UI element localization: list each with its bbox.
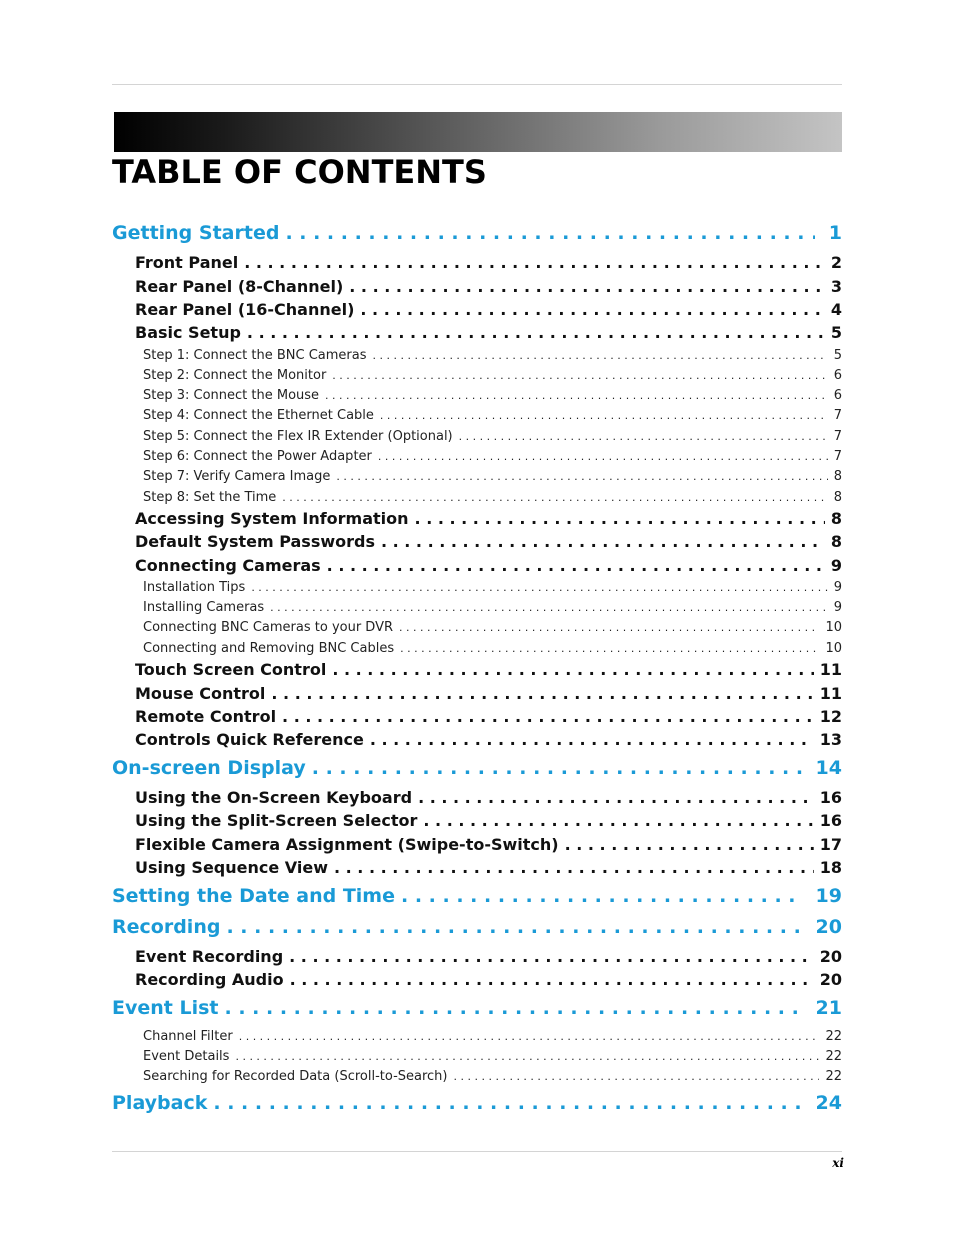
toc-entry-page: 7 <box>833 429 842 444</box>
toc-entry-page: 10 <box>825 641 842 656</box>
toc-entry-title: Playback <box>112 1092 208 1114</box>
toc-entry-page: 22 <box>825 1049 842 1064</box>
toc-entry[interactable] <box>135 300 842 322</box>
toc-entry[interactable] <box>143 449 842 467</box>
toc-entry-title: Controls Quick Reference <box>135 730 364 749</box>
toc-entry-title: Event Details <box>143 1049 230 1064</box>
page-number: xi <box>832 1156 844 1170</box>
dot-leader <box>381 532 825 551</box>
toc-entry-page: 11 <box>819 684 842 703</box>
toc-entry-page: 12 <box>819 707 842 726</box>
toc-entry-page: 8 <box>833 490 842 505</box>
toc-entry-title: Default System Passwords <box>135 532 375 551</box>
dot-leader <box>271 684 813 703</box>
toc-entry-page: 22 <box>825 1069 842 1084</box>
bottom-rule <box>112 1151 842 1152</box>
toc-entry[interactable] <box>135 730 842 752</box>
toc-entry[interactable] <box>135 835 842 857</box>
toc-entry[interactable] <box>112 916 842 942</box>
toc-entry[interactable] <box>112 1092 842 1118</box>
toc-entry-title: Using Sequence View <box>135 858 328 877</box>
toc-entry[interactable] <box>112 222 842 248</box>
toc-entry[interactable] <box>143 408 842 426</box>
toc-entry[interactable] <box>143 620 842 638</box>
toc-entry-title: Connecting and Removing BNC Cables <box>143 641 395 656</box>
dot-leader <box>378 450 828 463</box>
toc-entry[interactable] <box>135 788 842 810</box>
toc-entry-title: Connecting Cameras <box>135 556 321 575</box>
dot-leader <box>399 621 819 634</box>
toc-entry-page: 24 <box>815 1092 842 1114</box>
toc-entry[interactable] <box>135 509 842 531</box>
dot-leader <box>247 323 825 342</box>
toc-entry-title: Searching for Recorded Data (Scroll-to-Search) <box>143 1069 448 1084</box>
toc-entry-page: 9 <box>833 580 842 595</box>
toc-entry-page: 17 <box>819 835 842 854</box>
dot-leader <box>225 997 802 1019</box>
toc-entry[interactable] <box>143 580 842 598</box>
toc-entry[interactable] <box>135 707 842 729</box>
dot-leader <box>459 430 828 443</box>
toc-entry-title: Setting the Date and Time <box>112 885 395 907</box>
toc-entry-page: 20 <box>819 947 842 966</box>
dot-leader <box>213 1092 801 1114</box>
toc-entry-title: Channel Filter <box>143 1029 233 1044</box>
dot-leader <box>423 811 813 830</box>
dot-leader <box>336 470 827 483</box>
dot-leader <box>401 885 802 907</box>
toc-entry[interactable] <box>135 323 842 345</box>
dot-leader <box>325 389 828 402</box>
toc-entry-title: Accessing System Information <box>135 509 409 528</box>
toc-entry-page: 20 <box>815 916 842 938</box>
dot-leader <box>418 788 814 807</box>
page-title: TABLE OF CONTENTS <box>112 153 487 191</box>
toc-entry[interactable] <box>135 277 842 299</box>
dot-leader <box>270 601 828 614</box>
toc-entry-title: Recording Audio <box>135 970 284 989</box>
toc-entry-title: Installing Cameras <box>143 600 265 615</box>
toc-entry[interactable] <box>135 556 842 578</box>
toc-entry-page: 18 <box>819 858 842 877</box>
toc-entry-page: 10 <box>825 620 842 635</box>
toc-entry[interactable] <box>135 253 842 275</box>
toc-entry-title: Remote Control <box>135 707 277 726</box>
dot-leader <box>415 509 825 528</box>
toc-entry-title: Rear Panel (16-Channel) <box>135 300 355 319</box>
toc-entry[interactable] <box>143 1069 842 1087</box>
toc-entry-title: Getting Started <box>112 222 280 244</box>
toc-entry-title: Step 1: Connect the BNC Cameras <box>143 348 367 363</box>
toc-entry-title: Touch Screen Control <box>135 660 327 679</box>
toc-entry[interactable] <box>143 1029 842 1047</box>
toc-entry-title: Recording <box>112 916 221 938</box>
toc-entry-page: 11 <box>819 660 842 679</box>
toc-entry-page: 3 <box>830 277 842 296</box>
toc-entry-page: 7 <box>833 408 842 423</box>
toc-entry-title: Using the On-Screen Keyboard <box>135 788 413 807</box>
toc-entry-title: Event Recording <box>135 947 284 966</box>
toc-entry-title: Basic Setup <box>135 323 241 342</box>
toc-entry-page: 6 <box>833 388 842 403</box>
dot-leader <box>400 642 819 655</box>
toc-entry-title: Event List <box>112 997 219 1019</box>
toc-entry-page: 16 <box>819 811 842 830</box>
toc-entry-page: 5 <box>833 348 842 363</box>
toc-entry[interactable] <box>135 811 842 833</box>
toc-entry[interactable] <box>143 1049 842 1067</box>
toc-entry[interactable] <box>143 469 842 487</box>
toc-entry-title: Step 6: Connect the Power Adapter <box>143 449 372 464</box>
dot-leader <box>244 253 825 272</box>
dot-leader <box>312 757 802 779</box>
dot-leader <box>380 409 828 422</box>
toc-entry-title: Mouse Control <box>135 684 266 703</box>
toc-entry[interactable] <box>135 532 842 554</box>
toc-entry[interactable] <box>112 997 842 1023</box>
toc-entry-title: Step 7: Verify Camera Image <box>143 469 331 484</box>
toc-entry[interactable] <box>112 885 842 911</box>
dot-leader <box>332 369 827 382</box>
toc-entry-page: 9 <box>830 556 842 575</box>
toc-entry-title: On-screen Display <box>112 757 306 779</box>
toc-entry-page: 8 <box>833 469 842 484</box>
toc-entry[interactable] <box>135 660 842 682</box>
dot-leader <box>282 491 827 504</box>
dot-leader <box>285 222 814 244</box>
toc-entry-page: 22 <box>825 1029 842 1044</box>
toc-entry[interactable] <box>135 947 842 969</box>
dot-leader <box>454 1070 820 1083</box>
toc-entry[interactable] <box>143 388 842 406</box>
dot-leader <box>334 858 814 877</box>
toc-entry-page: 14 <box>815 757 842 779</box>
toc-entry-title: Connecting BNC Cameras to your DVR <box>143 620 394 635</box>
toc-entry[interactable] <box>143 368 842 386</box>
dot-leader <box>226 916 801 938</box>
dot-leader <box>239 1030 820 1043</box>
dot-leader <box>565 835 814 854</box>
toc-entry-title: Rear Panel (8-Channel) <box>135 277 344 296</box>
toc-entry-page: 8 <box>830 532 842 551</box>
toc-entry-page: 20 <box>819 970 842 989</box>
toc-entry[interactable] <box>112 757 842 783</box>
toc-entry-page: 4 <box>830 300 842 319</box>
dot-leader <box>235 1050 819 1063</box>
toc-entry-page: 6 <box>833 368 842 383</box>
dot-leader <box>251 581 827 594</box>
dot-leader <box>349 277 825 296</box>
dot-leader <box>360 300 824 319</box>
dot-leader <box>370 730 814 749</box>
toc-entry-title: Step 8: Set the Time <box>143 490 277 505</box>
toc-entry-title: Step 5: Connect the Flex IR Extender (Optional) <box>143 429 453 444</box>
toc-entry[interactable] <box>143 600 842 618</box>
toc-entry-page: 16 <box>819 788 842 807</box>
toc-entry-title: Using the Split-Screen Selector <box>135 811 418 830</box>
toc-entry-title: Installation Tips <box>143 580 246 595</box>
toc-entry[interactable] <box>143 641 842 659</box>
dot-leader <box>332 660 813 679</box>
toc-entry-page: 13 <box>819 730 842 749</box>
toc-entry-page: 5 <box>830 323 842 342</box>
toc-entry-page: 1 <box>828 222 842 244</box>
toc-entry-page: 7 <box>833 449 842 464</box>
dot-leader <box>290 970 814 989</box>
toc-entry-page: 9 <box>833 600 842 615</box>
toc-entry[interactable] <box>135 858 842 880</box>
dot-leader <box>373 349 828 362</box>
toc-entry[interactable] <box>143 490 842 508</box>
dot-leader <box>327 556 825 575</box>
toc-entry-title: Step 4: Connect the Ethernet Cable <box>143 408 374 423</box>
toc-entry[interactable] <box>135 970 842 992</box>
dot-leader <box>282 707 814 726</box>
toc-entry-page: 2 <box>830 253 842 272</box>
toc-entry-title: Step 2: Connect the Monitor <box>143 368 327 383</box>
toc-entry-page: 21 <box>815 997 842 1019</box>
toc-entry[interactable] <box>135 684 842 706</box>
dot-leader <box>289 947 814 966</box>
toc-entry[interactable] <box>143 348 842 366</box>
toc-entry-page: 19 <box>815 885 842 907</box>
toc-entry-title: Front Panel <box>135 253 239 272</box>
toc-entry[interactable] <box>143 429 842 447</box>
toc-entry-title: Step 3: Connect the Mouse <box>143 388 320 403</box>
toc-entry-page: 8 <box>830 509 842 528</box>
toc-entry-title: Flexible Camera Assignment (Swipe-to-Switch) <box>135 835 559 854</box>
